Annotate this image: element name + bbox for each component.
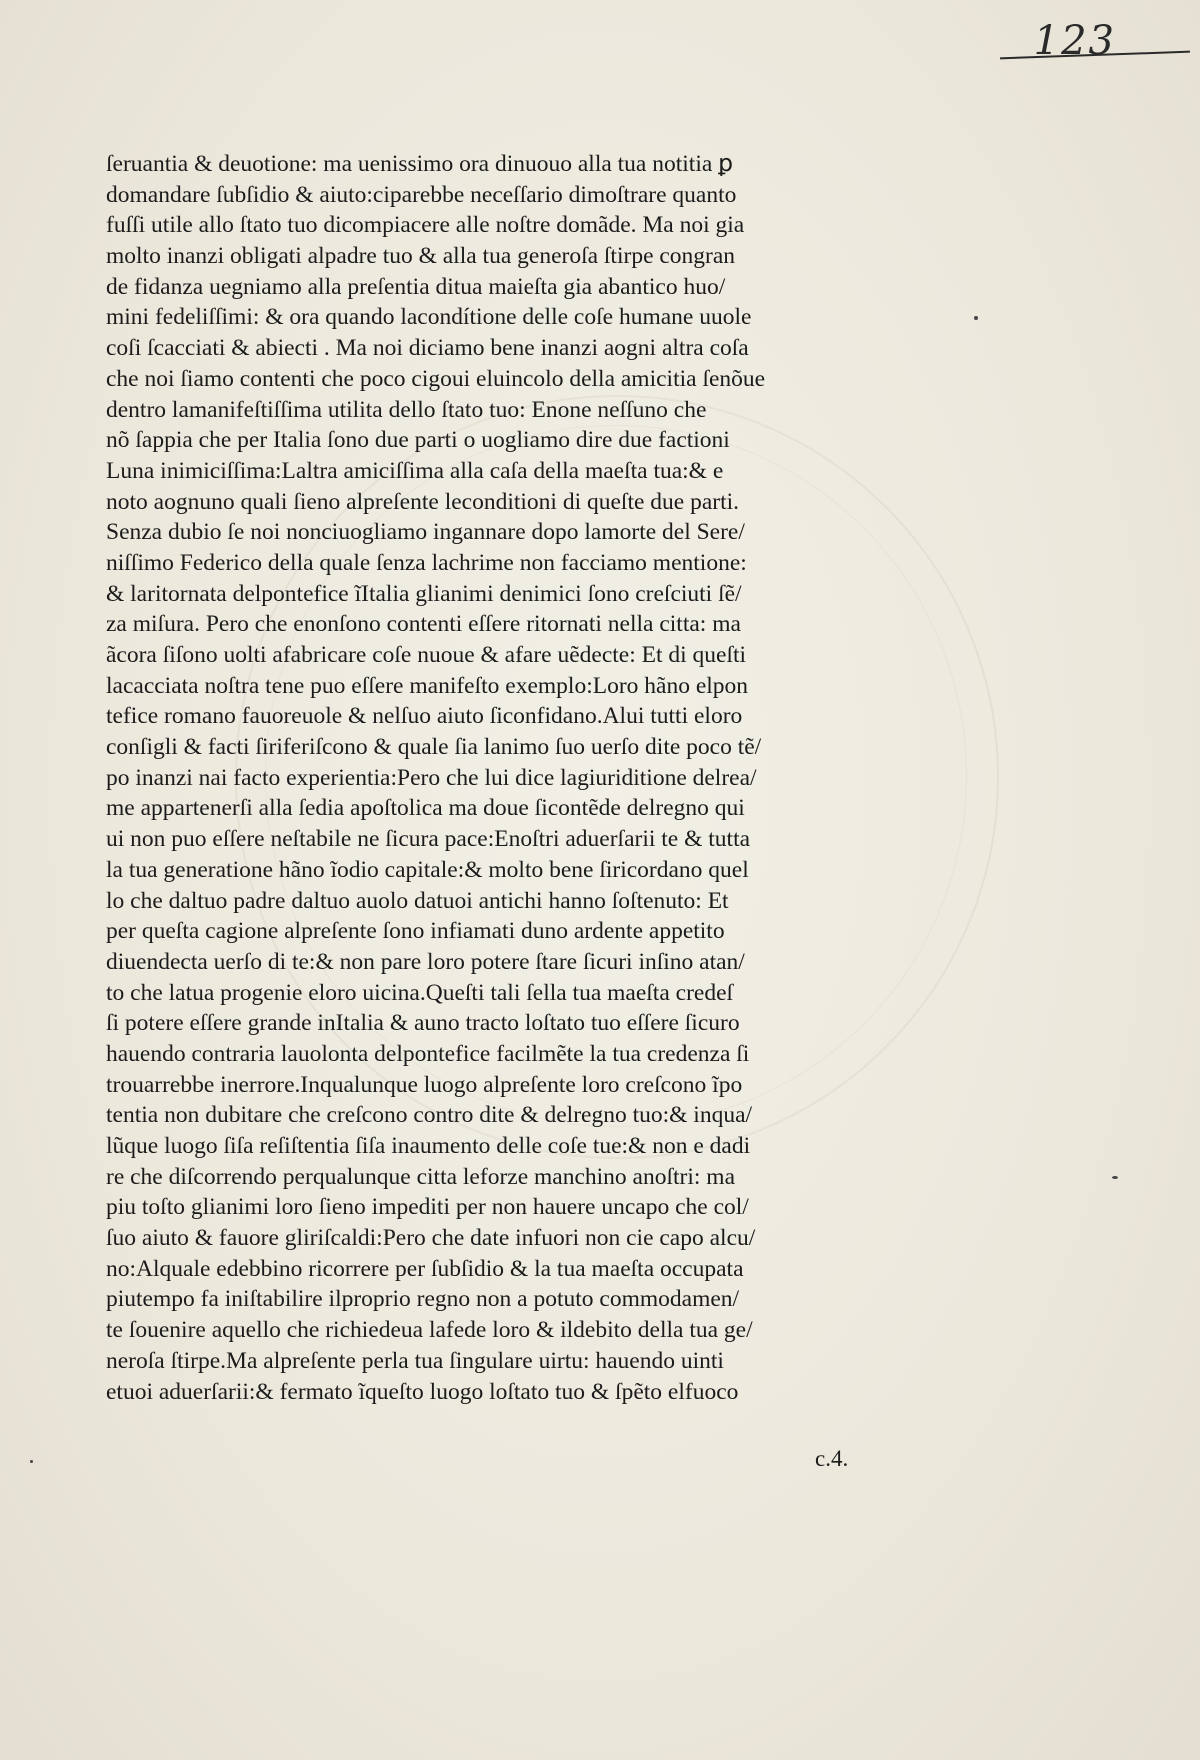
ink-speck — [1112, 1176, 1118, 1179]
text-line: che noi ſiamo contenti che poco cigoui eluincolo della amicitia ſenõue — [106, 365, 766, 392]
text-line: za miſura. Pero che enonſono contenti eſſere ritornati nella citta: ma — [106, 611, 741, 638]
signature-mark: c.4. — [815, 1446, 849, 1471]
text-line: piutempo fa iniſtabilire ilproprio regno non a potuto commodamen/ — [106, 1286, 740, 1313]
text-line: mini fedeliſſimi: & ora quando lacondítione delle coſe humane uuole — [106, 304, 752, 331]
text-line: noto aognuno quali ſieno alpreſente leconditioni di queſte due parti. — [106, 488, 740, 515]
text-line: per queſta cagione alpreſente ſono infiamati duno ardente appetito — [106, 918, 725, 945]
text-line: ãcora ſiſono uolti afabricare coſe nuoue & afare uẽdecte: Et di queſti — [106, 642, 747, 668]
text-line: lũque luogo ſiſa reſiſtentia ſiſa inaumento delle coſe tue:& non e dadi — [106, 1133, 751, 1159]
text-line: po inanzi nai facto experientia:Pero che lui dice lagiuriditione delrea/ — [106, 764, 757, 791]
text-line: lo che daltuo padre daltuo auolo datuoi antichi hanno ſoſtenuto: Et — [106, 887, 729, 914]
text-line: coſi ſcacciati & abiecti . Ma noi diciamo bene inanzi aogni altra coſa — [106, 335, 749, 362]
ink-speck — [30, 1460, 33, 1463]
text-line: tentia non dubitare che creſcono contro dite & delregno tuo:& inqua/ — [106, 1102, 753, 1129]
text-line: piu toſto glianimi loro ſieno impediti per non hauere uncapo che col/ — [106, 1194, 749, 1221]
text-line: lacacciata noſtra tene puo eſſere manifeſto exemplo:Loro hãno elpon — [106, 672, 749, 699]
ink-speck — [974, 316, 978, 320]
text-line: dentro lamanifeſtiſſima utilita dello ſtato tuo: Enone neſſuno che — [106, 396, 707, 423]
text-line: de fidanza uegniamo alla preſentia ditua maieſta gia abantico huo/ — [106, 273, 726, 300]
text-line: ui non puo eſſere neſtabile ne ſicura pace:Enoſtri aduerſarii te & tutta — [106, 826, 751, 853]
text-line: ſeruantia & deuotione: ma uenissimo ora dinuouo alla tua notitia ꝑ — [106, 151, 734, 177]
text-line: etuoi aduerſarii:& fermato ĩqueſto luogo loſtato tuo & ſpẽto elfuoco — [106, 1378, 739, 1405]
text-line: re che diſcorrendo perqualunque citta leforze manchino anoſtri: ma — [106, 1163, 736, 1190]
text-line: trouarrebbe inerrore.Inqualunque luogo alpreſente loro creſcono ĩpo — [106, 1071, 743, 1098]
text-line: domandare ſubſidio & aiuto:ciparebbe neceſſario dimoſtrare quanto — [106, 181, 737, 208]
text-line: & laritornata delpontefice ĩItalia glianimi denimici ſono creſciuti ſẽ/ — [106, 580, 742, 607]
text-line: neroſa ſtirpe.Ma alpreſente perla tua ſingulare uirtu: hauendo uinti — [106, 1347, 724, 1374]
text-line: niſſimo Federico della quale ſenza lachrime non facciamo mentione: — [106, 549, 747, 576]
text-line: la tua generatione hãno ĩodio capitale:& molto bene ſiricordano quel — [106, 856, 749, 883]
text-line: me appartenerſi alla ſedia apoſtolica ma doue ſicontẽde delregno qui — [106, 795, 745, 822]
text-line: Luna inimiciſſima:Laltra amiciſſima alla caſa della maeſta tua:& e — [106, 457, 724, 484]
body-text — [106, 149, 886, 1407]
text-line: fuſſi utile allo ſtato tuo dicompiacere alle noſtre domãde. Ma noi gia — [106, 212, 745, 239]
text-line: ſi potere eſſere grande inItalia & auno tracto loſtato tuo eſſere ſicuro — [106, 1010, 740, 1037]
text-line: nõ ſappia che per Italia ſono due parti o uogliamo dire due factioni — [106, 427, 730, 454]
text-line: molto inanzi obligati alpadre tuo & alla tua generoſa ſtirpe congran — [106, 243, 736, 270]
text-line: to che latua progenie eloro uicina.Queſti tali ſella tua maeſta credeſ — [106, 979, 734, 1006]
text-line: hauendo contraria lauolonta delpontefice facilmẽte la tua credenza ſi — [106, 1040, 750, 1067]
text-line: Senza dubio ſe noi nonciuogliamo ingannare dopo lamorte del Sere/ — [106, 519, 745, 546]
folio-number: 123 — [1033, 18, 1116, 64]
text-line: conſigli & facti ſiriferiſcono & quale ſia lanimo ſuo uerſo dite poco tẽ/ — [106, 734, 762, 761]
text-line: no:Alquale edebbino ricorrere per ſubſidio & la tua maeſta occupata — [106, 1255, 744, 1282]
text-line: te ſouenire aquello che richiedeua lafede loro & ildebito della tua ge/ — [106, 1317, 753, 1344]
text-line: diuendecta uerſo di te:& non pare loro potere ſtare ſicuri inſino atan/ — [106, 948, 745, 975]
text-line: ſuo aiuto & fauore gliriſcaldi:Pero che date infuori non cie capo alcu/ — [106, 1225, 756, 1252]
text-line: tefice romano fauoreuole & nelſuo aiuto ſiconfidano.Alui tutti eloro — [106, 703, 743, 730]
